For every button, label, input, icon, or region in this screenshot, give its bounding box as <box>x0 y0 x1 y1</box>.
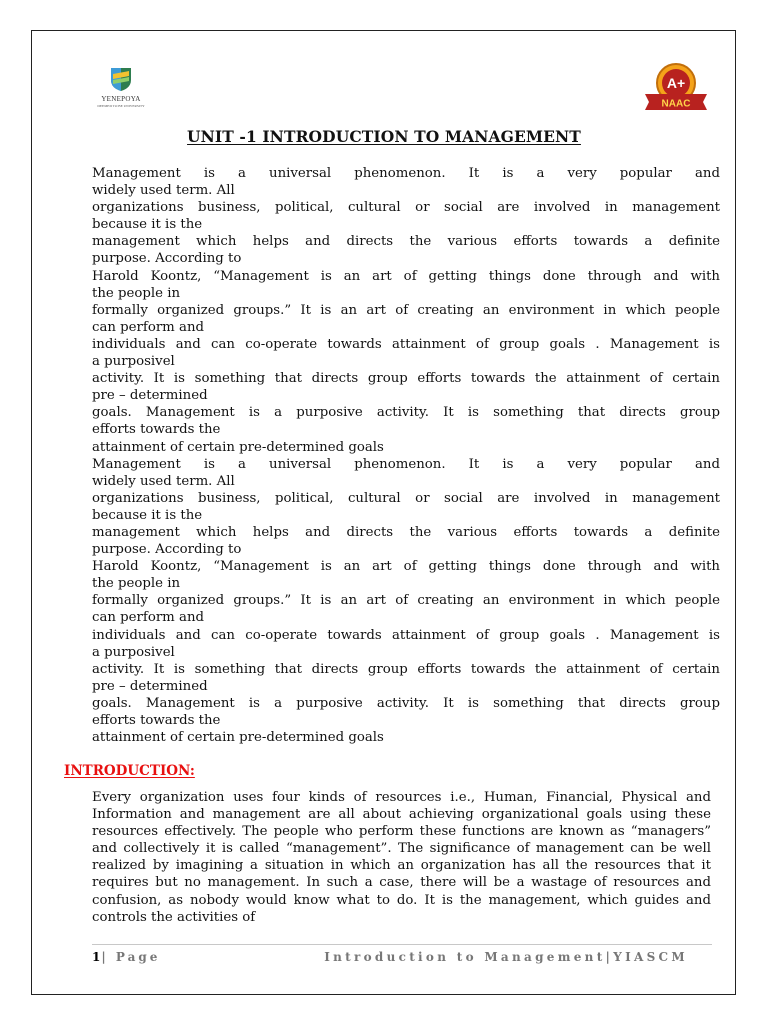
badge-label: NAAC <box>661 98 691 110</box>
badge-grade: A+ <box>666 75 686 91</box>
logo-brand-text: YENEPOYA <box>101 95 141 103</box>
paragraph-line: attainment of certain pre-determined goals <box>92 439 384 455</box>
paragraph-line: can perform and <box>92 319 205 335</box>
paragraph-line: because it is the <box>92 217 203 233</box>
introduction-paragraph: Every organization uses four kinds of resources i.e., Human, Financial, Physical and Information and management are all about achieving organizational goals using these resources effectively. The people who perform these functions are known as “managers” and collectively it is called “management”. The significance of management can be well realized by imagining a situation in which an organization has all the resources that it requires but no management. In such a case, there will be a wastage of resources and confusion, as nobody would know what to do. It is the management, which guides and controls the activities of <box>92 790 711 925</box>
yenepoya-logo <box>97 66 145 122</box>
paragraph-line: Management is a universal phenomenon. It is a very popular and <box>92 166 720 181</box>
footer-course-title: Introduction to Management|YIASCM <box>324 950 688 964</box>
paragraph-line: goals. Management is a purposive activity. It is something that directs group <box>92 405 720 421</box>
paragraph-line: a purposivel <box>92 354 175 370</box>
university-crest-icon <box>109 66 133 92</box>
paragraph-line: widely used term. All <box>92 473 235 489</box>
document-title: UNIT -1 INTRODUCTION TO MANAGEMENT <box>187 127 581 146</box>
paragraph-line: the people in <box>92 285 181 301</box>
paragraph-line: a purposivel <box>92 644 175 660</box>
page-label: | Page <box>101 950 161 964</box>
paragraph-line: pre – determined <box>92 388 208 404</box>
paragraph-line: Harold Koontz, “Management is an art of getting things done through and with <box>92 559 720 575</box>
paragraph-line: purpose. According to <box>92 542 242 558</box>
paragraph-line: attainment of certain pre-determined goals <box>92 730 384 746</box>
paragraph-line: management which helps and directs the various efforts towards a definite <box>92 234 720 250</box>
paragraph-line: formally organized groups.” It is an art of creating an environment in which people <box>92 593 720 609</box>
paragraph-line: efforts towards the <box>92 713 221 728</box>
paragraph-line: the people in <box>92 576 181 592</box>
paragraph-line: goals. Management is a purposive activity. It is something that directs group <box>92 695 720 711</box>
naac-badge-icon <box>643 62 709 112</box>
footer-divider <box>92 944 712 945</box>
logo-subtext: DEEMED TO BE UNIVERSITY <box>97 104 145 108</box>
paragraph-line: individuals and can co-operate towards attainment of group goals . Management is <box>92 336 720 352</box>
paragraph-line: pre – determined <box>92 678 208 694</box>
body-paragraph <box>92 165 720 746</box>
paragraph-line: efforts towards the <box>92 422 221 438</box>
paragraph-line: formally organized groups.” It is an art of creating an environment in which people <box>92 302 720 318</box>
footer-page-info <box>92 950 160 964</box>
paragraph-line: purpose. According to <box>92 251 242 267</box>
paragraph-line: management which helps and directs the various efforts towards a definite <box>92 524 720 540</box>
paragraph-line: individuals and can co-operate towards attainment of group goals . Management is <box>92 627 720 643</box>
paragraph-line: organizations business, political, cultural or social are involved in management <box>92 200 720 216</box>
paragraph-line: Harold Koontz, “Management is an art of getting things done through and with <box>92 268 720 284</box>
paragraph-line: activity. It is something that directs group efforts towards the attainment of certain <box>92 661 720 677</box>
paragraph-line: Management is a universal phenomenon. It is a very popular and <box>92 456 720 472</box>
page-number: 1 <box>92 950 102 964</box>
paragraph-line: organizations business, political, cultural or social are involved in management <box>92 490 720 506</box>
paragraph-line: because it is the <box>92 507 203 523</box>
paragraph-line: widely used term. All <box>92 183 235 199</box>
paragraph-line: can perform and <box>92 610 205 626</box>
introduction-heading: INTRODUCTION: <box>64 763 195 779</box>
paragraph-line: activity. It is something that directs group efforts towards the attainment of certain <box>92 371 720 387</box>
